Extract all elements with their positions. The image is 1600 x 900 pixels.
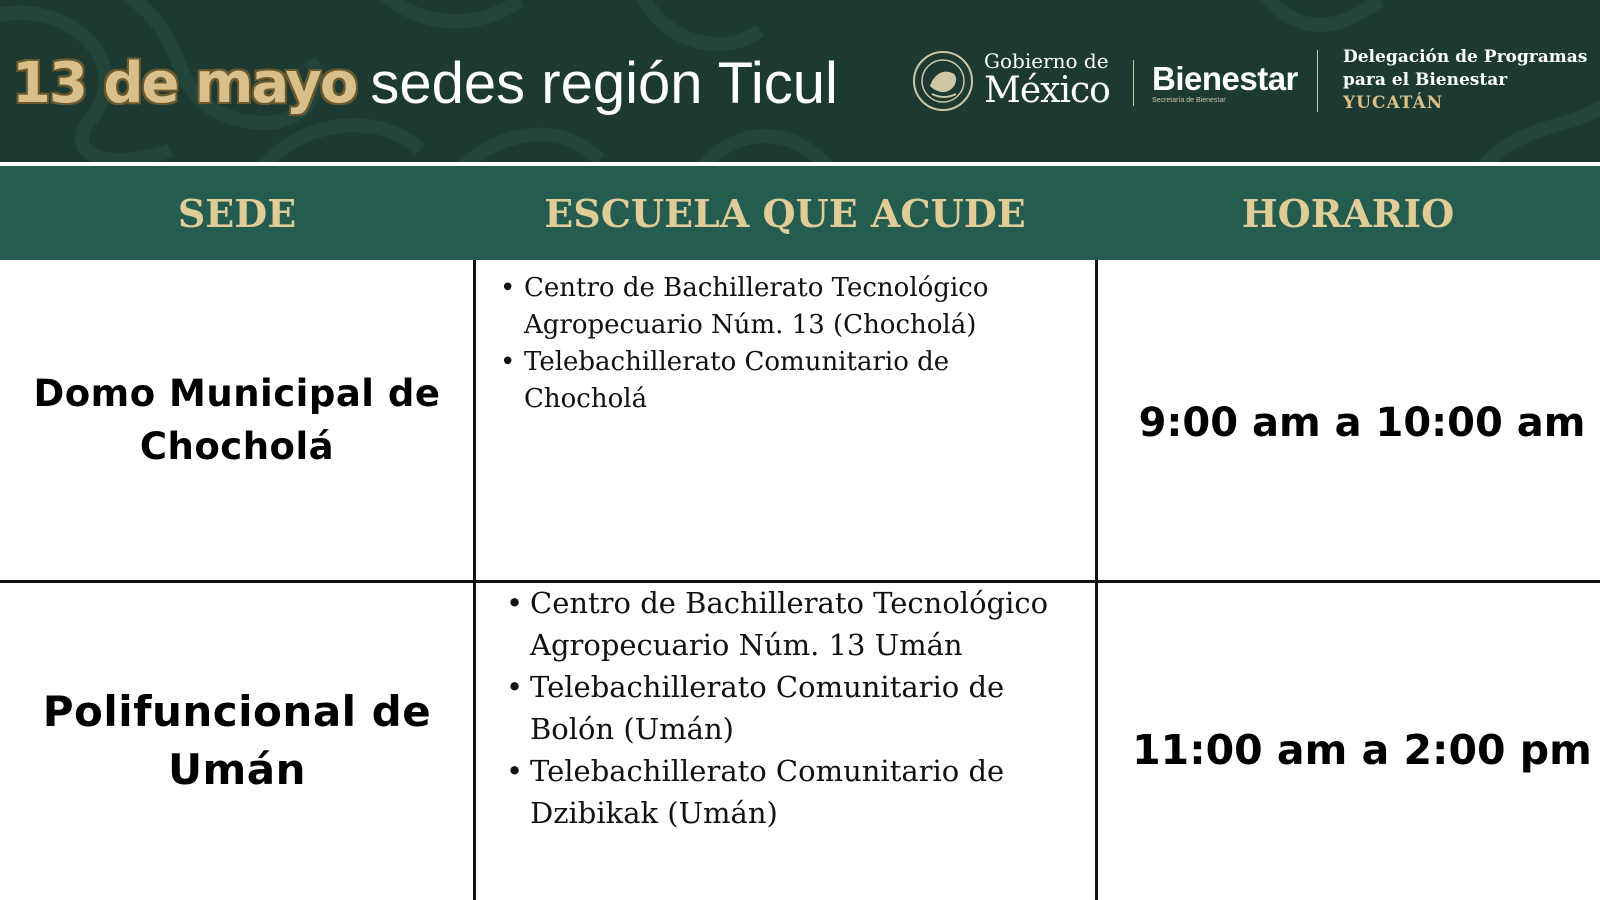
sede-cell [0,260,474,580]
schools-list [506,582,1091,834]
schools-cell [474,260,1096,580]
column-divider [473,260,476,900]
school-name: Centro de Bachillerato Tecnológico Agropecuario Núm. 13 (Chocholá) [524,273,989,340]
horario-text: 11:00 am a 2:00 pm [1132,726,1592,774]
gobierno-logo [984,50,1110,110]
delegacion-line1: Delegación de Programas [1343,47,1588,67]
logo-divider [1317,50,1318,112]
delegacion-line2: para el Bienestar [1343,70,1508,90]
schools-list [500,270,1060,418]
bullet-icon: • [506,586,524,620]
list-item [500,270,1060,344]
bienestar-subtitle: Secretaría de Bienestar [1152,97,1226,104]
column-divider [1095,260,1098,900]
logo-divider [1133,60,1134,106]
horario-cell [1096,260,1600,580]
table-body [0,260,1600,900]
list-item [506,582,1091,666]
bienestar-logo [1152,62,1298,105]
table-row [0,582,1600,900]
delegacion-block [1343,46,1587,115]
bullet-icon: • [506,754,524,788]
mexico-seal-icon [912,50,974,112]
horario-cell [1096,582,1600,900]
page-title [12,38,838,128]
bullet-icon: • [500,273,516,303]
table-row [0,260,1600,580]
school-name: Centro de Bachillerato Tecnológico Agropecuario Núm. 13 Umán [530,586,1049,662]
header-banner [0,0,1600,162]
column-header-escuela: ESCUELA QUE ACUDE [544,190,1026,236]
column-header-horario: HORARIO [1241,190,1455,236]
sede-name: Domo Municipal de Chocholá [33,372,441,468]
gobierno-line1: Gobierno de [984,49,1109,73]
list-item [500,344,1060,418]
table-header [0,166,1600,260]
school-name: Telebachillerato Comunitario de Chocholá [524,347,950,414]
list-item [506,666,1091,750]
delegacion-state: YUCATÁN [1343,93,1444,113]
bullet-icon: • [500,347,516,377]
title-text: sedes región Ticul [370,50,838,116]
school-name: Telebachillerato Comunitario de Dzibikak (Umán) [530,754,1005,830]
bullet-icon: • [506,670,524,704]
school-name: Telebachillerato Comunitario de Bolón (Umán) [530,670,1005,746]
sede-name: Polifuncional de Umán [42,687,432,794]
column-header-sede: SEDE [177,190,297,236]
schools-cell [474,582,1096,900]
list-item [506,750,1091,834]
horario-text: 9:00 am a 10:00 am [1138,400,1586,446]
bienestar-title: Bienestar [1152,60,1298,97]
gobierno-line2: México [984,70,1110,111]
sede-cell [0,582,474,900]
title-date: 13 de mayo [12,50,357,116]
